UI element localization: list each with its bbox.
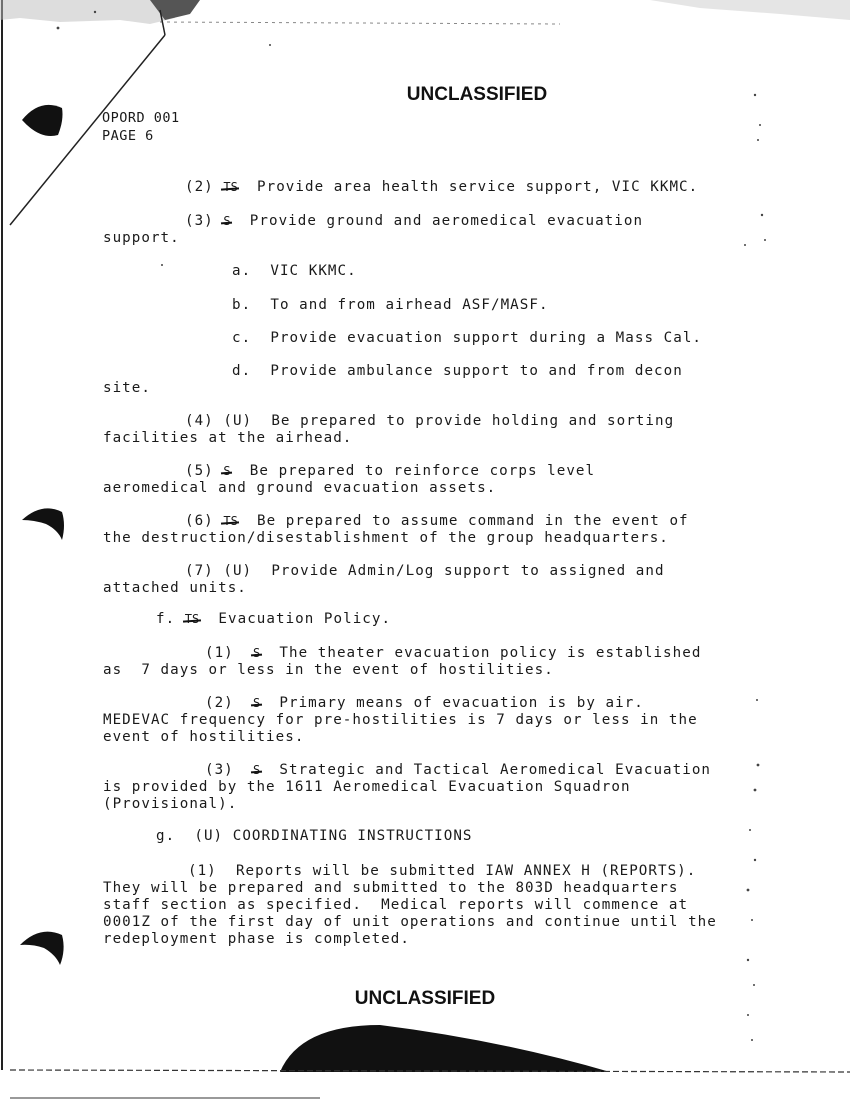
g-item-1: (1) Reports will be submitted IAW ANNEX H (REPORTS).	[188, 863, 697, 879]
subitem-b-text: To and from airhead ASF/MASF.	[270, 297, 549, 313]
classification-top: UNCLASSIFIED	[406, 84, 548, 105]
item-2	[185, 179, 698, 196]
subitem-d-text: Provide ambulance support to and from decon	[270, 363, 683, 379]
struck-classification-mark: S	[252, 646, 261, 660]
f-item-2-number: (2)	[205, 695, 234, 711]
item-2-number: (2)	[185, 179, 214, 195]
f-item-1-text: The theater evacuation policy is established	[279, 645, 702, 661]
item-7: (7) (U) Provide Admin/Log support to assigned and	[185, 563, 665, 579]
g-item-1-continuation-1: They will be prepared and submitted to the 803D headquarters	[103, 880, 679, 896]
struck-classification-mark: S	[252, 763, 261, 777]
section-g-heading: g. (U) COORDINATING INSTRUCTIONS	[156, 828, 473, 844]
f-item-2	[205, 695, 644, 712]
f-item-1	[205, 645, 701, 662]
subitem-c-letter: c.	[232, 330, 252, 346]
item-5-continuation: aeromedical and ground evacuation assets.	[103, 480, 497, 496]
item-3-number: (3)	[185, 213, 214, 229]
item-7-continuation: attached units.	[103, 580, 247, 596]
f-item-3-text: Strategic and Tactical Aeromedical Evacuation	[279, 762, 712, 778]
subitem-d-continuation: site.	[103, 380, 151, 396]
subitem-b	[232, 297, 549, 314]
subitem-a-letter: a.	[232, 263, 252, 279]
classification-bottom: UNCLASSIFIED	[354, 988, 496, 1009]
section-f-heading	[156, 611, 391, 628]
struck-classification-mark: S	[223, 214, 231, 228]
item-6	[185, 513, 689, 530]
item-6-continuation: the destruction/disestablishment of the group headquarters.	[103, 530, 669, 546]
item-4-continuation: facilities at the airhead.	[103, 430, 353, 446]
item-3-text: Provide ground and aeromedical evacuation	[249, 213, 644, 229]
opord-number: OPORD 001	[102, 110, 180, 126]
subitem-c	[232, 330, 702, 347]
f-item-2-continuation-2: event of hostilities.	[103, 729, 305, 745]
subitem-b-letter: b.	[232, 297, 252, 313]
page-number: PAGE 6	[102, 128, 154, 144]
subitem-a-text: VIC KKMC.	[270, 263, 357, 279]
g-item-1-continuation-2: staff section as specified. Medical reports will commence at	[103, 897, 689, 913]
g-item-1-continuation-4: redeployment phase is completed.	[103, 931, 410, 947]
subitem-d	[232, 363, 683, 380]
item-5	[185, 463, 595, 480]
section-f-title: Evacuation Policy.	[218, 611, 392, 627]
section-f-letter: f.	[156, 611, 176, 627]
subitem-d-letter: d.	[232, 363, 252, 379]
struck-classification-mark: TS	[223, 514, 238, 528]
item-2-text: Provide area health service support, VIC KKMC.	[257, 179, 699, 195]
struck-classification-mark: TS	[184, 612, 200, 626]
struck-classification-mark: TS	[223, 180, 238, 194]
f-item-3-number: (3)	[205, 762, 234, 778]
f-item-2-text: Primary means of evacuation is by air.	[279, 695, 644, 711]
g-item-1-continuation-3: 0001Z of the first day of unit operations and continue until the	[103, 914, 717, 930]
item-6-number: (6)	[185, 513, 214, 529]
struck-classification-mark: S	[223, 464, 231, 478]
f-item-3-continuation-1: is provided by the 1611 Aeromedical Evacuation Squadron	[103, 779, 631, 795]
item-5-number: (5)	[185, 463, 214, 479]
subitem-a	[232, 263, 357, 280]
item-3-continuation: support.	[103, 230, 180, 246]
f-item-1-continuation: as 7 days or less in the event of hostilities.	[103, 662, 554, 678]
struck-classification-mark: S	[252, 696, 261, 710]
f-item-2-continuation-1: MEDEVAC frequency for pre-hostilities is 7 days or less in the	[103, 712, 698, 728]
f-item-3	[205, 762, 711, 779]
item-3	[185, 213, 643, 230]
f-item-3-continuation-2: (Provisional).	[103, 796, 238, 812]
item-4: (4) (U) Be prepared to provide holding and sorting	[185, 413, 675, 429]
item-6-text: Be prepared to assume command in the event of	[257, 513, 689, 529]
item-5-text: Be prepared to reinforce corps level	[249, 463, 596, 479]
f-item-1-number: (1)	[205, 645, 234, 661]
subitem-c-text: Provide evacuation support during a Mass Cal.	[270, 330, 702, 346]
